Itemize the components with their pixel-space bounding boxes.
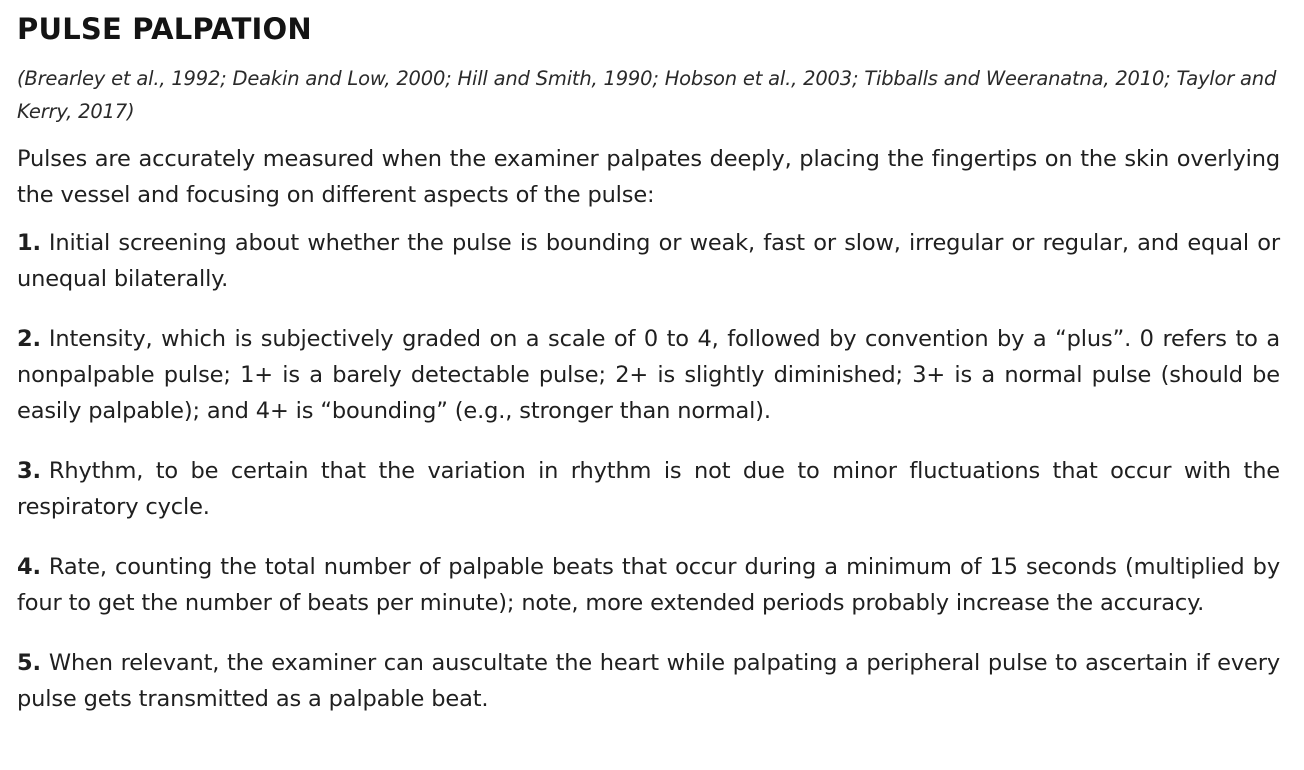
list-item-text: Rate, counting the total number of palpable beats that occur during a minimum of 15 seconds (multiplied by four to get the number of beats per minute); note, more extended periods probably increase the accuracy. xyxy=(17,554,1280,616)
list-item-number: 1. xyxy=(17,230,41,256)
list-item-text: Initial screening about whether the pulse is bounding or weak, fast or slow, irregular or regular, and equal or unequal bilaterally. xyxy=(17,230,1280,292)
list-item xyxy=(17,321,1280,429)
list-item xyxy=(17,225,1280,297)
list-item-text: Intensity, which is subjectively graded on a scale of 0 to 4, followed by convention by a “plus”. 0 refers to a nonpalpable pulse; 1+ is a barely detectable pulse; 2+ is slightly diminished; 3+ is a normal pulse (should be easily palpable); and 4+ is “bounding” (e.g., stronger than normal). xyxy=(17,326,1280,424)
intro-paragraph: Pulses are accurately measured when the examiner palpates deeply, placing the fingertips on the skin overlying the vessel and focusing on different aspects of the pulse: xyxy=(17,146,1280,208)
aspects-list xyxy=(17,225,1280,717)
list-item-text: When relevant, the examiner can auscultate the heart while palpating a peripheral pulse to ascertain if every pulse gets transmitted as a palpable beat. xyxy=(17,650,1280,712)
list-item-number: 4. xyxy=(17,554,41,580)
list-item-text: Rhythm, to be certain that the variation in rhythm is not due to minor fluctuations that occur with the respiratory cycle. xyxy=(17,458,1280,520)
list-item-number: 2. xyxy=(17,326,41,352)
citation-line: (Brearley et al., 1992; Deakin and Low, 2000; Hill and Smith, 1990; Hobson et al., 2003; Tibballs and Weeranatna, 2010; Taylor and Kerry, 2017) xyxy=(17,67,1277,123)
list-item xyxy=(17,453,1280,525)
list-item xyxy=(17,645,1280,717)
list-item-number: 5. xyxy=(17,650,41,676)
list-item xyxy=(17,549,1280,621)
page-title: PULSE PALPATION xyxy=(17,12,312,46)
list-item-number: 3. xyxy=(17,458,41,484)
